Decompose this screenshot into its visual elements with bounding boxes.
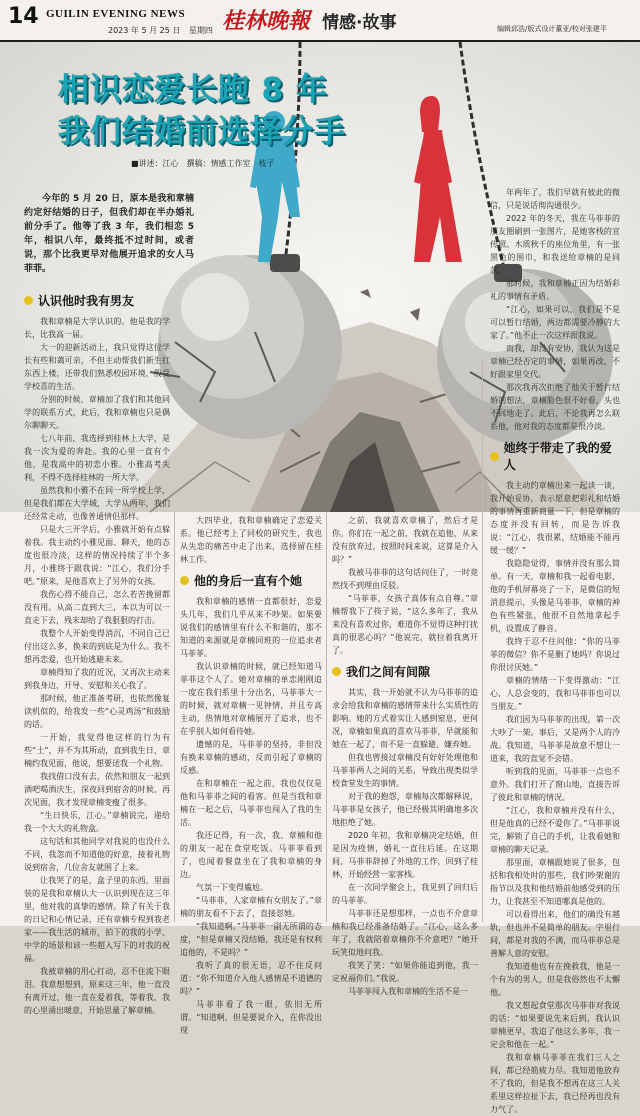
paragraph: 遗憾的是，马菲菲的坚持，非但没有换来章楠的感动，反而引起了章楠的反感。 xyxy=(180,740,322,775)
column-divider xyxy=(326,512,327,922)
paragraph: 我终于忍不住问他：“你的马菲菲的微信？你不是删了她吗？你说过你很讨厌她。” xyxy=(490,637,620,672)
paragraph: 我笑了笑：“如果你能追到他，我一定祝福你们。”我说。 xyxy=(332,961,478,983)
paragraph: 我和章楠马菲菲在我们三人之间，都已经筋疲力尽。我知道他放弃不了我的，但是我不想再在这三人关系里这样拉扯下去，我已经再也没有力气了。 xyxy=(490,1053,620,1114)
paragraph: 我和章楠是大学认识的。他是我的学长，比我高一届。 xyxy=(24,317,170,339)
paragraph: 那里面，章楠跟她说了很多，包括和我相处时的那些，我们吵架谢的指节以及我和他结婚前他感受到的压力，让我甚至不知道哪真是他的。 xyxy=(490,858,620,906)
paragraph: 那时候，我和章楠正因为结婚彩礼的事情有矛盾。 xyxy=(490,279,620,301)
paragraph: 我们因为马菲菲的出现，第一次大吵了一架。事后，又是两个人的冷战。我知道，马菲菲是故意不想让一道来，我的直觉不会错。 xyxy=(490,715,620,763)
paragraph: “江心，如果可以，我们是不是可以暂行结婚，两边都需要冷静的大家了。”他不止一次这样跟我说。 xyxy=(490,305,620,340)
bullet-dot-icon xyxy=(332,667,341,676)
issue-date-text: 2023 年 5 月 25 日 xyxy=(108,26,181,35)
issue-date xyxy=(108,25,213,36)
column-1 xyxy=(24,286,170,1015)
subheading xyxy=(180,572,322,589)
subheading-text: 她终于带走了我的爱人 xyxy=(503,441,612,472)
paragraph: 让我哭了的是，盒子里的东西，里面装的是我和章楠认大一认识到现在这三年里，他对我的真挚的感情。除了有关于我的日记和心情记录，还有章楠专程到我老家——我生活的城市，拍下的我的小学、中学的场景和谚一些超入写下的对我的祝福。 xyxy=(24,876,170,963)
bullet-dot-icon xyxy=(490,452,499,461)
paragraph: 对于我的抱怨，章楠每次都解释说，马菲菲是女孩子，他已经极其明确地多次地拒绝了她。 xyxy=(332,792,478,827)
subheading xyxy=(490,439,620,473)
column-1-body xyxy=(24,315,170,1017)
paragraph: 我和章楠的感情一直都很好，恋爱头几年，我们几乎从来不吵架。如果要说我们的感情里有什么不和谐的，那不知道的来源就是章楠同班的一位追求者马菲菲。 xyxy=(180,597,322,658)
paragraph: “生日快乐，江心。”章楠说完，递给我一个大大的礼物盒。 xyxy=(24,811,170,833)
paragraph: 在和章楠在一起之前，我也仅仅是他和马菲菲之间的看客。但是当我和章楠在一起之后，马菲菲也闯入了我的生活。 xyxy=(180,779,322,827)
column-2 xyxy=(180,514,322,1035)
byline: ■讲述：江心 撰稿：情感工作室 枝子 xyxy=(131,159,275,168)
paragraph: 听到我的见面，马菲菲一点也不意外。我们打开了窗山地，直接告诉了彼此和章楠的情况。 xyxy=(490,767,620,802)
paragraph: 我被马菲菲的这句话问住了，一时竟然找不到理由反驳。 xyxy=(332,568,478,590)
paragraph: 2022 年的冬天，我在马菲菲的朋友圈刷到一张图片，是她客栈的宣传照。木质秋千的座位角里，有一张黑色的围巾，和我送给章楠的是同款。 xyxy=(490,214,620,275)
paragraph: 我又想起食堂那次马菲菲对我说的话：“如果要说先来后到，我认识章楠更早，我追了他这么多年，我一定会和他在一起。” xyxy=(490,1001,620,1049)
column-4 xyxy=(490,186,620,1114)
subheading xyxy=(332,663,478,680)
paragraph: 七八年前，我选择到桂林上大学，是我一次为爱的奔赴。我的心里一直有个他，是我高中的初恋小雅。小雅高考失利，不得不选择桂林的一所大学。 xyxy=(24,434,170,482)
headline-line-2: 我们结婚前选择分手 xyxy=(58,114,346,150)
paragraph: 我找借口没有去，依然和朋友一起到酒吧喝酒庆生，深夜回到宿舍的时候，再次见面，我才发现章楠变瘦了很多。 xyxy=(24,772,170,807)
paragraph: 分别的时候，章楠加了我们和其他同学的联系方式，此后，我和章楠也只是偶尔聊聊天。 xyxy=(24,395,170,430)
paragraph: 那次我再次拒绝了他关于暂行结婚的想法，章楠脸色很不好看，头也不回地走了。此后，不论我再怎么联系他，他对我的态度都是很冷淡。 xyxy=(490,383,620,431)
woman-figure xyxy=(414,96,462,262)
paragraph: 而我，却没有安协，我认为这是章楠已经否定的事情，如果再改，不好跟家里交代。 xyxy=(490,344,620,379)
editor-credits: 编辑邱浩/版式设计董亚/校对张建平 xyxy=(497,25,607,33)
paragraph: 之前，我就喜欢章楠了，然后才是你。你们在一起之前，我就在追他，从来没有放弃过，按照时间来说，这算是介入吗？” xyxy=(332,516,478,564)
column-divider xyxy=(482,360,483,922)
paragraph: “马菲菲，人家章楠有女朋友了。”章楠的朋友看不下去了，直接怼她。 xyxy=(180,896,322,918)
masthead xyxy=(0,0,640,42)
paragraph: 我认识章楠的时候，就已经知道马菲菲这个人了。她对章楠的单恋刚刚追一度在我们系里十分出名，马菲菲大一的时候，就对章楠一见钟情，并且专高主动，热情地对章楠展开了追求，也不在乎别人如何看待她。 xyxy=(180,662,322,736)
subheading-text: 我们之间有间隙 xyxy=(346,665,431,679)
paragraph: 我隐隐觉得，事情并没有那么简单。有一天，章楠和我一起看电影，他的手机屏幕亮了一下，是微信的短消息提示，头像是马菲菲，章楠的神色有些紧张，他很不自然地拿起手机，设置成了静音。 xyxy=(490,559,620,633)
paragraph: 那时候，他正准备考研，也依然像复读机似的，给我发一些“心灵鸡汤”和鼓励的话。 xyxy=(24,694,170,729)
subheading-text: 他的身后一直有个她 xyxy=(194,574,303,588)
paragraph: 这句话和其他同学对我说的也没什么不同，我忽而不知道他的好意，接着礼物说到宿舍，几位舍友就围了上来。 xyxy=(24,837,170,872)
paragraph: 我伤心得不能自己，怎么若苦挽留都没有用。从高二直到大三，本以为可以一直走下去，残末却给了我狠狠的打击。 xyxy=(24,590,170,625)
paragraph: 章楠得知了我的近况，又再次主动来到我身边，开导、安慰和关心我了。 xyxy=(24,668,170,690)
paragraph: 只是大三开学后，小雅就开始有点躲着我。我主动约小雅见面、聊天，他的态度也很冷淡，这样的情况持续了半个多月，小雅终于跟我说：“江心，我们分手吧。”原来，是他喜欢上了另外的女孩。 xyxy=(24,525,170,586)
issue-weekday: 星期四 xyxy=(188,26,213,35)
bullet-dot-icon xyxy=(180,576,189,585)
paragraph: “江心，我和章楠并没有什么，但是他真的已经不爱你了。”马菲菲说完，解锁了自己的手机，让我看她和章楠的聊天记录。 xyxy=(490,806,620,854)
bullet-dot-icon xyxy=(24,296,33,305)
paragraph: 其实，我一开始就不认为马菲菲的追求会给我和章楠的感情带来什么实质性的影响。她的方式着实让人感到窒息，更何况，章楠如果真的喜欢马菲菲，早就能和她在一起了，而不是一直躲避、嫌弃她。 xyxy=(332,688,478,749)
paragraph: 我还记得，有一次，我、章楠和他的朋友一起在食堂吃饭。马菲菲看到了，也闻着餐盘坐在了我和章楠的身边。 xyxy=(180,831,322,879)
paragraph: 我被章楠的用心打动，忍不住流下眼泪。我意想想到，原来这三年，他一直没有离开过，他一直在爱着我，等着我，我的心里涌出暖意，开始思量了解章楠。 xyxy=(24,967,170,1015)
paragraph: 可以看得出来，他们的确没有越轨，但也并不是简单的朋友。字里行间，都是对我的不满，而马菲菲总是善解人意的安慰。 xyxy=(490,910,620,958)
subheading xyxy=(24,292,170,309)
subheading-text: 认识他时我有男友 xyxy=(38,294,135,308)
paragraph: 但我也曾接过章楠没有好好处理他和马菲菲两人之间的关系，导致出现类似学校食堂发生的事情。 xyxy=(332,753,478,788)
intro-paragraph: 今年的 5 月 20 日，原本是我和章楠约定好结婚的日子，但我们却在半办婚礼前分手了。他等了我 3 年，我们相恋 5 年，相识八年，最终抵不过时间，或者说，那个比我更早对他展开追求的女人马菲菲。 xyxy=(24,194,194,274)
paragraph: 2020 年初，我和章楠决定结婚，但是因为疫情，婚礼一直往后延。在这期间，马菲菲辞掉了外地的工作，回到了桂林，开始经营一家客栈。 xyxy=(332,831,478,879)
paragraph: 马菲菲闯入我和章楠的生活不是一 xyxy=(348,987,468,996)
paragraph: 我知道他也有在挽救我，他是一个有为的男人，但是我俗然也不太懈他。 xyxy=(490,962,620,997)
paragraph: 年两年了，我们早就有彼此的微信，只是说话彻沟通很少。 xyxy=(490,188,620,210)
paragraph: “马菲菲，女孩子真体有点自尊。”章楠帮我下了筷子说，“这么多年了，我从来没有喜欢过你，难道你不觉得这种打扰真的很恶心吗？”他说完，就拉着我离开了。 xyxy=(332,594,478,655)
paragraph: 气氛一下变得尴尬。 xyxy=(196,883,268,892)
paragraph: 我整个人开始变得消沉，不同自己已付出这么多，换来的到底是为什么。我不想再恋爱，也开始逃避未来。 xyxy=(24,629,170,664)
paragraph: 在一次同学聚会上，我见到了回归后的马菲菲。 xyxy=(332,883,478,905)
paragraph: 章楠的情绪一下变得激动：“江心，人总会变的，我和马菲菲也可以当朋友。” xyxy=(490,676,620,711)
paragraph: 我听了真的很无语，忍不住反问道：“你不知道介入他人感情是不道德的吗？” xyxy=(180,961,322,996)
paper-name-english: GUILIN EVENING NEWS xyxy=(46,8,186,20)
paragraph: 我主动约章楠出来一起谈一谈，我开始妥协，表示愿意把彩礼和结婚的事情再重新商量一下，但是章楠的态度并没有回转，而是告诉我说：“江心，我很累，结婚能不能再缓一缓？” xyxy=(490,481,620,555)
headline-line-1: 相识恋爱长跑 8 年 xyxy=(58,72,329,108)
left-wrecking-ball xyxy=(150,254,342,439)
paragraph: 马菲菲看了我一眼，依旧无所谓。“知道啊，但是要说介入，在你没出现 xyxy=(180,1000,322,1035)
section-name: 情感·故事 xyxy=(322,13,397,33)
paragraph: 虽然我和小雅不在同一所学校上学，但是我们都在大学城，大学从两年，我们还经常走动，也像普通情侣那样。 xyxy=(24,486,170,521)
paragraph: 马菲菲还是想那样，一点也不介意章楠和我已经准备结婚了。“江心，这么多年了，我就陪着章楠你不介意吧？”她开玩笑似地问我。 xyxy=(332,909,478,957)
page-number: 14 xyxy=(8,4,39,29)
paper-brand-logo: 桂林晚報 xyxy=(222,8,311,34)
column-3 xyxy=(332,514,478,996)
paragraph: “我知道啊。”马菲菲一副无所谓的态度，“但是章楠又没结婚，我还是有权利追他的，不是吗？” xyxy=(180,922,322,957)
column-divider xyxy=(174,512,175,922)
paragraph: 大四毕业，我和章楠确定了恋爱关系。他已经考上了同校的研究生，我也从失恋的痛苦中走了出来，选择留在桂林工作。 xyxy=(180,516,322,564)
paragraph: 一开始，我觉得他这样的行为有些“土”，并不为其所动，直到我生日，章楠约我见面，他说，想要送我一个礼物。 xyxy=(24,733,170,768)
paragraph: 大一的迎新活动上，我只觉得这位学长有些和蔼可亲，不但主动帮我们新生扛东西上楼，还带我们熟悉校园环境，殷受学校喜的生活。 xyxy=(24,343,170,391)
